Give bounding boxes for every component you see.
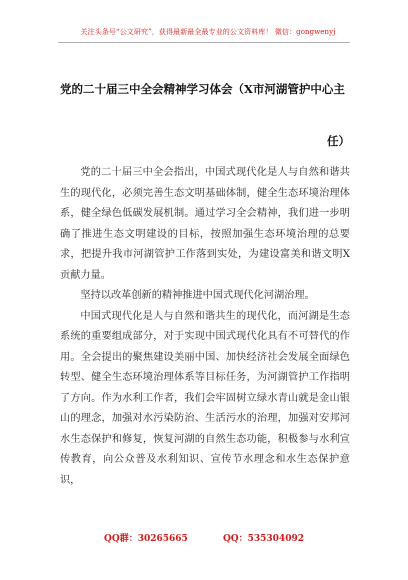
- header-banner: 关注头条号“公文研究”，获得最新最全最专业的公文资料库！ 微信：gongwenyj: [80, 28, 336, 36]
- document-title: [60, 63, 350, 167]
- title-line-1: 党的二十届三中全会精神学习体会（X市河湖管护中心主: [60, 82, 345, 96]
- footer-qq-group: QQ群：30265665: [104, 534, 188, 544]
- footer-qq: QQ：535304092: [222, 534, 304, 544]
- paragraph: 党的二十届三中全会指出，中国式现代化是人与自然和谐共生的现代化，必须完善生态文明基础体制，健全生态环境治理体系，健全绿色低碳发展机制。通过学习全会精神，我们进一步明确了推进生态文明建设的目标，按照加强生态环境治理的总要求，把提升我市河湖管护工作落到实处，为建设富美和谐文明X贡献力量。: [60, 167, 350, 281]
- paragraph: 中国式现代化是人与自然和谐共生的现代化，而河湖是生态系统的重要组成部分，对于实现中国式现代化具有不可替代的作用。全会提出的聚焦建设美丽中国、加快经济社会发展全面绿色转型、健全生态环境治理体系等目标任务，为河湖管护工作指明了方向。作为水利工作者，我们会牢固树立绿水青山就是金山银山的理念，加强对水污染防治、生活污水的治理，加强对安邦河水生态保护和修复，恢复河湖的自然生态功能，积极参与水利宣传教育，向公众普及水利知识、宣传节水理念和水生态保护意识，: [60, 310, 350, 486]
- header-divider: [58, 42, 350, 43]
- footer-contact: [0, 531, 408, 544]
- paragraph: 坚持以改革创新的精神推进中国式现代化河湖治理。: [80, 290, 315, 301]
- title-line-2: 任）: [327, 134, 350, 148]
- document-body: [60, 163, 350, 491]
